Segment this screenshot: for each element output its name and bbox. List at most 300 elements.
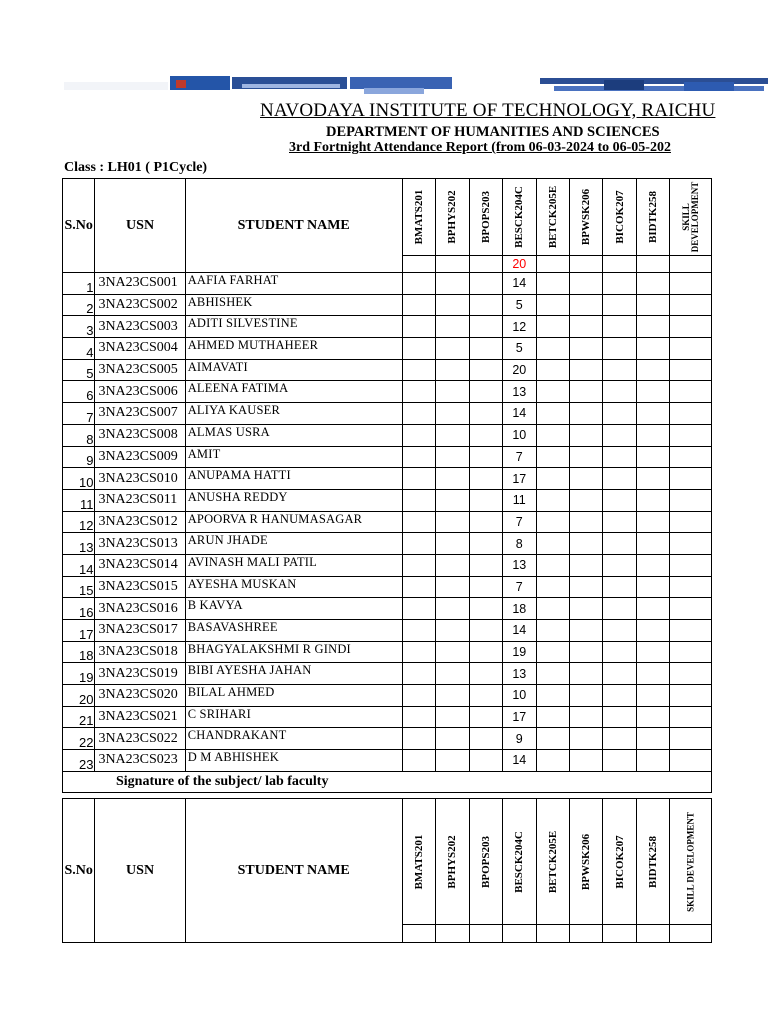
attendance-skill-development	[670, 338, 712, 360]
attendance-bpops203	[469, 359, 502, 381]
attendance-betck205e	[536, 511, 569, 533]
attendance-bpwsk206	[569, 554, 602, 576]
attendance-bpops203	[469, 468, 502, 490]
student-name-header-2: STUDENT NAME	[185, 799, 402, 943]
attendance-betck205e	[536, 468, 569, 490]
subject-header-betck205e: BETCK205E	[536, 179, 569, 256]
serial-number: 14	[63, 554, 95, 576]
attendance-betck205e	[536, 750, 569, 772]
attendance-bmats201	[402, 620, 435, 642]
attendance-skill-development	[670, 598, 712, 620]
student-name: D M ABHISHEK	[185, 750, 402, 772]
attendance-bidtk258	[636, 750, 669, 772]
student-usn: 3NA23CS011	[95, 489, 185, 511]
attendance-bidtk258	[636, 316, 669, 338]
attendance-skill-development	[670, 359, 712, 381]
attendance-besck204c: 13	[503, 381, 536, 403]
attendance-bpwsk206	[569, 750, 602, 772]
sig-subject-bmats201: BMATS201	[402, 799, 435, 925]
attendance-bpwsk206	[569, 489, 602, 511]
table-row	[63, 381, 712, 403]
attendance-bpops203	[469, 511, 502, 533]
attendance-bmats201	[402, 489, 435, 511]
attendance-bpops203	[469, 750, 502, 772]
attendance-skill-development	[670, 685, 712, 707]
student-usn: 3NA23CS004	[95, 338, 185, 360]
attendance-besck204c: 18	[503, 598, 536, 620]
attendance-bphys202	[436, 468, 469, 490]
table-row	[63, 446, 712, 468]
student-name: ALEENA FATIMA	[185, 381, 402, 403]
attendance-bpwsk206	[569, 338, 602, 360]
serial-number: 10	[63, 468, 95, 490]
serial-number: 22	[63, 728, 95, 750]
student-name: ALIYA KAUSER	[185, 403, 402, 425]
attendance-bicok207	[603, 663, 636, 685]
sig-subject-skill-development: SKILL DEVELOPMENT	[670, 799, 712, 925]
table-row	[63, 554, 712, 576]
subject-header-besck204c: BESCK204C	[503, 179, 536, 256]
student-usn: 3NA23CS016	[95, 598, 185, 620]
sno-header: S.No	[63, 179, 95, 273]
serial-number: 6	[63, 381, 95, 403]
attendance-bphys202	[436, 750, 469, 772]
student-name: ABHISHEK	[185, 294, 402, 316]
attendance-bicok207	[603, 359, 636, 381]
attendance-betck205e	[536, 403, 569, 425]
attendance-bicok207	[603, 403, 636, 425]
attendance-bpops203	[469, 641, 502, 663]
attendance-bidtk258	[636, 685, 669, 707]
signature-table	[62, 798, 712, 943]
attendance-betck205e	[536, 424, 569, 446]
attendance-bidtk258	[636, 576, 669, 598]
attendance-bphys202	[436, 316, 469, 338]
attendance-bphys202	[436, 685, 469, 707]
table-row	[63, 468, 712, 490]
signature-row	[63, 771, 712, 792]
attendance-bpops203	[469, 663, 502, 685]
attendance-besck204c: 7	[503, 511, 536, 533]
attendance-skill-development	[670, 620, 712, 642]
student-name: ANUPAMA HATTI	[185, 468, 402, 490]
attendance-bphys202	[436, 403, 469, 425]
serial-number: 9	[63, 446, 95, 468]
sig-subject-bpwsk206: BPWSK206	[569, 799, 602, 925]
attendance-bpwsk206	[569, 381, 602, 403]
attendance-bpwsk206	[569, 316, 602, 338]
attendance-bicok207	[603, 381, 636, 403]
serial-number: 20	[63, 685, 95, 707]
student-usn: 3NA23CS006	[95, 381, 185, 403]
student-usn: 3NA23CS015	[95, 576, 185, 598]
class-label: Class : LH01 ( P1Cycle)	[64, 160, 208, 175]
attendance-bmats201	[402, 381, 435, 403]
attendance-bpops203	[469, 533, 502, 555]
attendance-bicok207	[603, 316, 636, 338]
attendance-betck205e	[536, 338, 569, 360]
student-name: B KAVYA	[185, 598, 402, 620]
student-usn: 3NA23CS013	[95, 533, 185, 555]
attendance-besck204c: 11	[503, 489, 536, 511]
attendance-besck204c: 13	[503, 554, 536, 576]
serial-number: 17	[63, 620, 95, 642]
table-row	[63, 620, 712, 642]
attendance-skill-development	[670, 728, 712, 750]
attendance-betck205e	[536, 359, 569, 381]
attendance-skill-development	[670, 381, 712, 403]
attendance-bmats201	[402, 273, 435, 295]
signature-header-row	[63, 799, 712, 925]
attendance-bmats201	[402, 706, 435, 728]
attendance-bicok207	[603, 706, 636, 728]
attendance-skill-development	[670, 403, 712, 425]
attendance-bphys202	[436, 706, 469, 728]
attendance-bpwsk206	[569, 403, 602, 425]
attendance-besck204c: 12	[503, 316, 536, 338]
attendance-bphys202	[436, 359, 469, 381]
student-usn: 3NA23CS012	[95, 511, 185, 533]
attendance-bidtk258	[636, 641, 669, 663]
attendance-bicok207	[603, 446, 636, 468]
student-usn: 3NA23CS001	[95, 273, 185, 295]
student-name: AIMAVATI	[185, 359, 402, 381]
attendance-besck204c: 13	[503, 663, 536, 685]
attendance-betck205e	[536, 446, 569, 468]
student-name: ANUSHA REDDY	[185, 489, 402, 511]
attendance-bpops203	[469, 554, 502, 576]
serial-number: 4	[63, 338, 95, 360]
attendance-bidtk258	[636, 403, 669, 425]
attendance-betck205e	[536, 663, 569, 685]
attendance-skill-development	[670, 489, 712, 511]
subject-header-bphys202: BPHYS202	[436, 179, 469, 256]
attendance-betck205e	[536, 554, 569, 576]
attendance-bmats201	[402, 403, 435, 425]
attendance-bphys202	[436, 338, 469, 360]
attendance-skill-development	[670, 554, 712, 576]
student-name-header: STUDENT NAME	[185, 179, 402, 273]
student-name: AAFIA FARHAT	[185, 273, 402, 295]
attendance-bmats201	[402, 728, 435, 750]
student-usn: 3NA23CS005	[95, 359, 185, 381]
attendance-bphys202	[436, 424, 469, 446]
serial-number: 19	[63, 663, 95, 685]
attendance-bidtk258	[636, 511, 669, 533]
attendance-besck204c: 5	[503, 338, 536, 360]
attendance-bpwsk206	[569, 620, 602, 642]
table-row	[63, 511, 712, 533]
attendance-bmats201	[402, 598, 435, 620]
attendance-bpwsk206	[569, 598, 602, 620]
attendance-bpwsk206	[569, 273, 602, 295]
table-row	[63, 750, 712, 772]
attendance-bphys202	[436, 554, 469, 576]
student-name: BIBI AYESHA JAHAN	[185, 663, 402, 685]
serial-number: 13	[63, 533, 95, 555]
attendance-bpwsk206	[569, 663, 602, 685]
sno-header-2: S.No	[63, 799, 95, 943]
attendance-bphys202	[436, 728, 469, 750]
student-usn: 3NA23CS019	[95, 663, 185, 685]
attendance-betck205e	[536, 294, 569, 316]
attendance-bpops203	[469, 403, 502, 425]
attendance-skill-development	[670, 641, 712, 663]
attendance-bmats201	[402, 511, 435, 533]
attendance-besck204c: 9	[503, 728, 536, 750]
serial-number: 8	[63, 424, 95, 446]
table-row	[63, 685, 712, 707]
serial-number: 18	[63, 641, 95, 663]
attendance-skill-development	[670, 511, 712, 533]
attendance-bphys202	[436, 511, 469, 533]
attendance-bpops203	[469, 620, 502, 642]
serial-number: 2	[63, 294, 95, 316]
attendance-bpops203	[469, 685, 502, 707]
attendance-betck205e	[536, 489, 569, 511]
subject-header-bidtk258: BIDTK258	[636, 179, 669, 256]
student-name: AMIT	[185, 446, 402, 468]
attendance-bpwsk206	[569, 685, 602, 707]
attendance-bmats201	[402, 468, 435, 490]
student-usn: 3NA23CS007	[95, 403, 185, 425]
attendance-bidtk258	[636, 359, 669, 381]
attendance-bpops203	[469, 728, 502, 750]
attendance-bmats201	[402, 294, 435, 316]
attendance-bidtk258	[636, 468, 669, 490]
attendance-besck204c: 19	[503, 641, 536, 663]
attendance-bidtk258	[636, 424, 669, 446]
table-row	[63, 273, 712, 295]
attendance-bicok207	[603, 576, 636, 598]
attendance-betck205e	[536, 728, 569, 750]
attendance-besck204c: 10	[503, 424, 536, 446]
attendance-bidtk258	[636, 294, 669, 316]
attendance-bmats201	[402, 576, 435, 598]
attendance-betck205e	[536, 706, 569, 728]
attendance-bpops203	[469, 598, 502, 620]
attendance-bidtk258	[636, 489, 669, 511]
attendance-bidtk258	[636, 381, 669, 403]
student-usn: 3NA23CS017	[95, 620, 185, 642]
attendance-betck205e	[536, 641, 569, 663]
table-row	[63, 489, 712, 511]
table-row	[63, 641, 712, 663]
attendance-bphys202	[436, 533, 469, 555]
attendance-bmats201	[402, 424, 435, 446]
attendance-bpwsk206	[569, 446, 602, 468]
attendance-skill-development	[670, 750, 712, 772]
serial-number: 5	[63, 359, 95, 381]
attendance-bpwsk206	[569, 641, 602, 663]
attendance-bphys202	[436, 641, 469, 663]
student-name: ARUN JHADE	[185, 533, 402, 555]
attendance-bpwsk206	[569, 511, 602, 533]
attendance-bpops203	[469, 316, 502, 338]
attendance-bpwsk206	[569, 576, 602, 598]
attendance-besck204c: 7	[503, 446, 536, 468]
student-name: C SRIHARI	[185, 706, 402, 728]
attendance-bmats201	[402, 750, 435, 772]
table-row	[63, 316, 712, 338]
attendance-skill-development	[670, 273, 712, 295]
attendance-besck204c: 10	[503, 685, 536, 707]
subject-header-bmats201: BMATS201	[402, 179, 435, 256]
attendance-bphys202	[436, 381, 469, 403]
attendance-bpops203	[469, 576, 502, 598]
attendance-bmats201	[402, 533, 435, 555]
attendance-skill-development	[670, 294, 712, 316]
attendance-bpwsk206	[569, 468, 602, 490]
table-row	[63, 424, 712, 446]
attendance-bicok207	[603, 533, 636, 555]
table-row	[63, 403, 712, 425]
attendance-besck204c: 14	[503, 403, 536, 425]
attendance-besck204c: 20	[503, 359, 536, 381]
attendance-bpwsk206	[569, 706, 602, 728]
attendance-skill-development	[670, 533, 712, 555]
student-name: ALMAS USRA	[185, 424, 402, 446]
attendance-bidtk258	[636, 620, 669, 642]
attendance-bidtk258	[636, 338, 669, 360]
student-usn: 3NA23CS014	[95, 554, 185, 576]
attendance-bmats201	[402, 446, 435, 468]
sig-subject-bpops203: BPOPS203	[469, 799, 502, 925]
attendance-bidtk258	[636, 598, 669, 620]
attendance-bphys202	[436, 663, 469, 685]
table-row	[63, 533, 712, 555]
attendance-bphys202	[436, 294, 469, 316]
department-name: DEPARTMENT OF HUMANITIES AND SCIENCES	[326, 124, 660, 140]
attendance-besck204c: 5	[503, 294, 536, 316]
attendance-bidtk258	[636, 663, 669, 685]
attendance-bidtk258	[636, 554, 669, 576]
student-name: AYESHA MUSKAN	[185, 576, 402, 598]
attendance-bpops203	[469, 294, 502, 316]
attendance-bicok207	[603, 750, 636, 772]
attendance-bicok207	[603, 468, 636, 490]
subject-header-bpops203: BPOPS203	[469, 179, 502, 256]
usn-header: USN	[95, 179, 185, 273]
attendance-besck204c: 17	[503, 468, 536, 490]
attendance-bicok207	[603, 685, 636, 707]
attendance-bmats201	[402, 359, 435, 381]
serial-number: 1	[63, 273, 95, 295]
attendance-table	[62, 178, 712, 793]
attendance-bpops203	[469, 424, 502, 446]
attendance-skill-development	[670, 468, 712, 490]
sig-subject-bicok207: BICOK207	[603, 799, 636, 925]
attendance-bicok207	[603, 641, 636, 663]
attendance-bpwsk206	[569, 728, 602, 750]
attendance-bmats201	[402, 316, 435, 338]
attendance-skill-development	[670, 316, 712, 338]
attendance-betck205e	[536, 685, 569, 707]
attendance-bphys202	[436, 576, 469, 598]
student-usn: 3NA23CS002	[95, 294, 185, 316]
student-name: CHANDRAKANT	[185, 728, 402, 750]
student-name: ADITI SILVESTINE	[185, 316, 402, 338]
attendance-bmats201	[402, 641, 435, 663]
attendance-betck205e	[536, 576, 569, 598]
attendance-besck204c: 8	[503, 533, 536, 555]
attendance-bmats201	[402, 685, 435, 707]
subject-header-bpwsk206: BPWSK206	[569, 179, 602, 256]
attendance-skill-development	[670, 446, 712, 468]
attendance-bmats201	[402, 663, 435, 685]
attendance-bpops203	[469, 446, 502, 468]
attendance-betck205e	[536, 533, 569, 555]
serial-number: 21	[63, 706, 95, 728]
sig-subject-besck204c: BESCK204C	[503, 799, 536, 925]
student-name: BILAL AHMED	[185, 685, 402, 707]
table-row	[63, 576, 712, 598]
attendance-besck204c: 14	[503, 273, 536, 295]
attendance-bpwsk206	[569, 533, 602, 555]
attendance-betck205e	[536, 273, 569, 295]
table-row	[63, 706, 712, 728]
attendance-besck204c: 7	[503, 576, 536, 598]
attendance-bicok207	[603, 273, 636, 295]
serial-number: 7	[63, 403, 95, 425]
report-title: 3rd Fortnight Attendance Report (from 06-03-2024 to 06-05-202	[289, 140, 671, 155]
attendance-betck205e	[536, 620, 569, 642]
attendance-skill-development	[670, 663, 712, 685]
attendance-betck205e	[536, 381, 569, 403]
table-row	[63, 728, 712, 750]
attendance-bicok207	[603, 294, 636, 316]
table-row	[63, 359, 712, 381]
attendance-bicok207	[603, 511, 636, 533]
attendance-bmats201	[402, 554, 435, 576]
sig-subject-bphys202: BPHYS202	[436, 799, 469, 925]
attendance-bpops203	[469, 381, 502, 403]
table-row	[63, 294, 712, 316]
sig-subject-bidtk258: BIDTK258	[636, 799, 669, 925]
student-usn: 3NA23CS010	[95, 468, 185, 490]
attendance-bidtk258	[636, 446, 669, 468]
student-name: APOORVA R HANUMASAGAR	[185, 511, 402, 533]
attendance-bpwsk206	[569, 294, 602, 316]
institute-name: NAVODAYA INSTITUTE OF TECHNOLOGY, RAICHU	[260, 100, 716, 121]
student-name: BHAGYALAKSHMI R GINDI	[185, 641, 402, 663]
attendance-bpops203	[469, 273, 502, 295]
attendance-bpops203	[469, 489, 502, 511]
student-usn: 3NA23CS020	[95, 685, 185, 707]
attendance-besck204c: 14	[503, 750, 536, 772]
serial-number: 3	[63, 316, 95, 338]
attendance-bicok207	[603, 728, 636, 750]
attendance-skill-development	[670, 424, 712, 446]
attendance-betck205e	[536, 316, 569, 338]
attendance-besck204c: 14	[503, 620, 536, 642]
attendance-bicok207	[603, 489, 636, 511]
attendance-bpops203	[469, 706, 502, 728]
attendance-bicok207	[603, 338, 636, 360]
student-usn: 3NA23CS022	[95, 728, 185, 750]
sig-subject-betck205e: BETCK205E	[536, 799, 569, 925]
student-usn: 3NA23CS009	[95, 446, 185, 468]
student-usn: 3NA23CS023	[95, 750, 185, 772]
serial-number: 12	[63, 511, 95, 533]
student-usn: 3NA23CS021	[95, 706, 185, 728]
attendance-bphys202	[436, 489, 469, 511]
attendance-bphys202	[436, 273, 469, 295]
student-rows	[63, 273, 712, 772]
serial-number: 16	[63, 598, 95, 620]
student-usn: 3NA23CS018	[95, 641, 185, 663]
attendance-bidtk258	[636, 706, 669, 728]
